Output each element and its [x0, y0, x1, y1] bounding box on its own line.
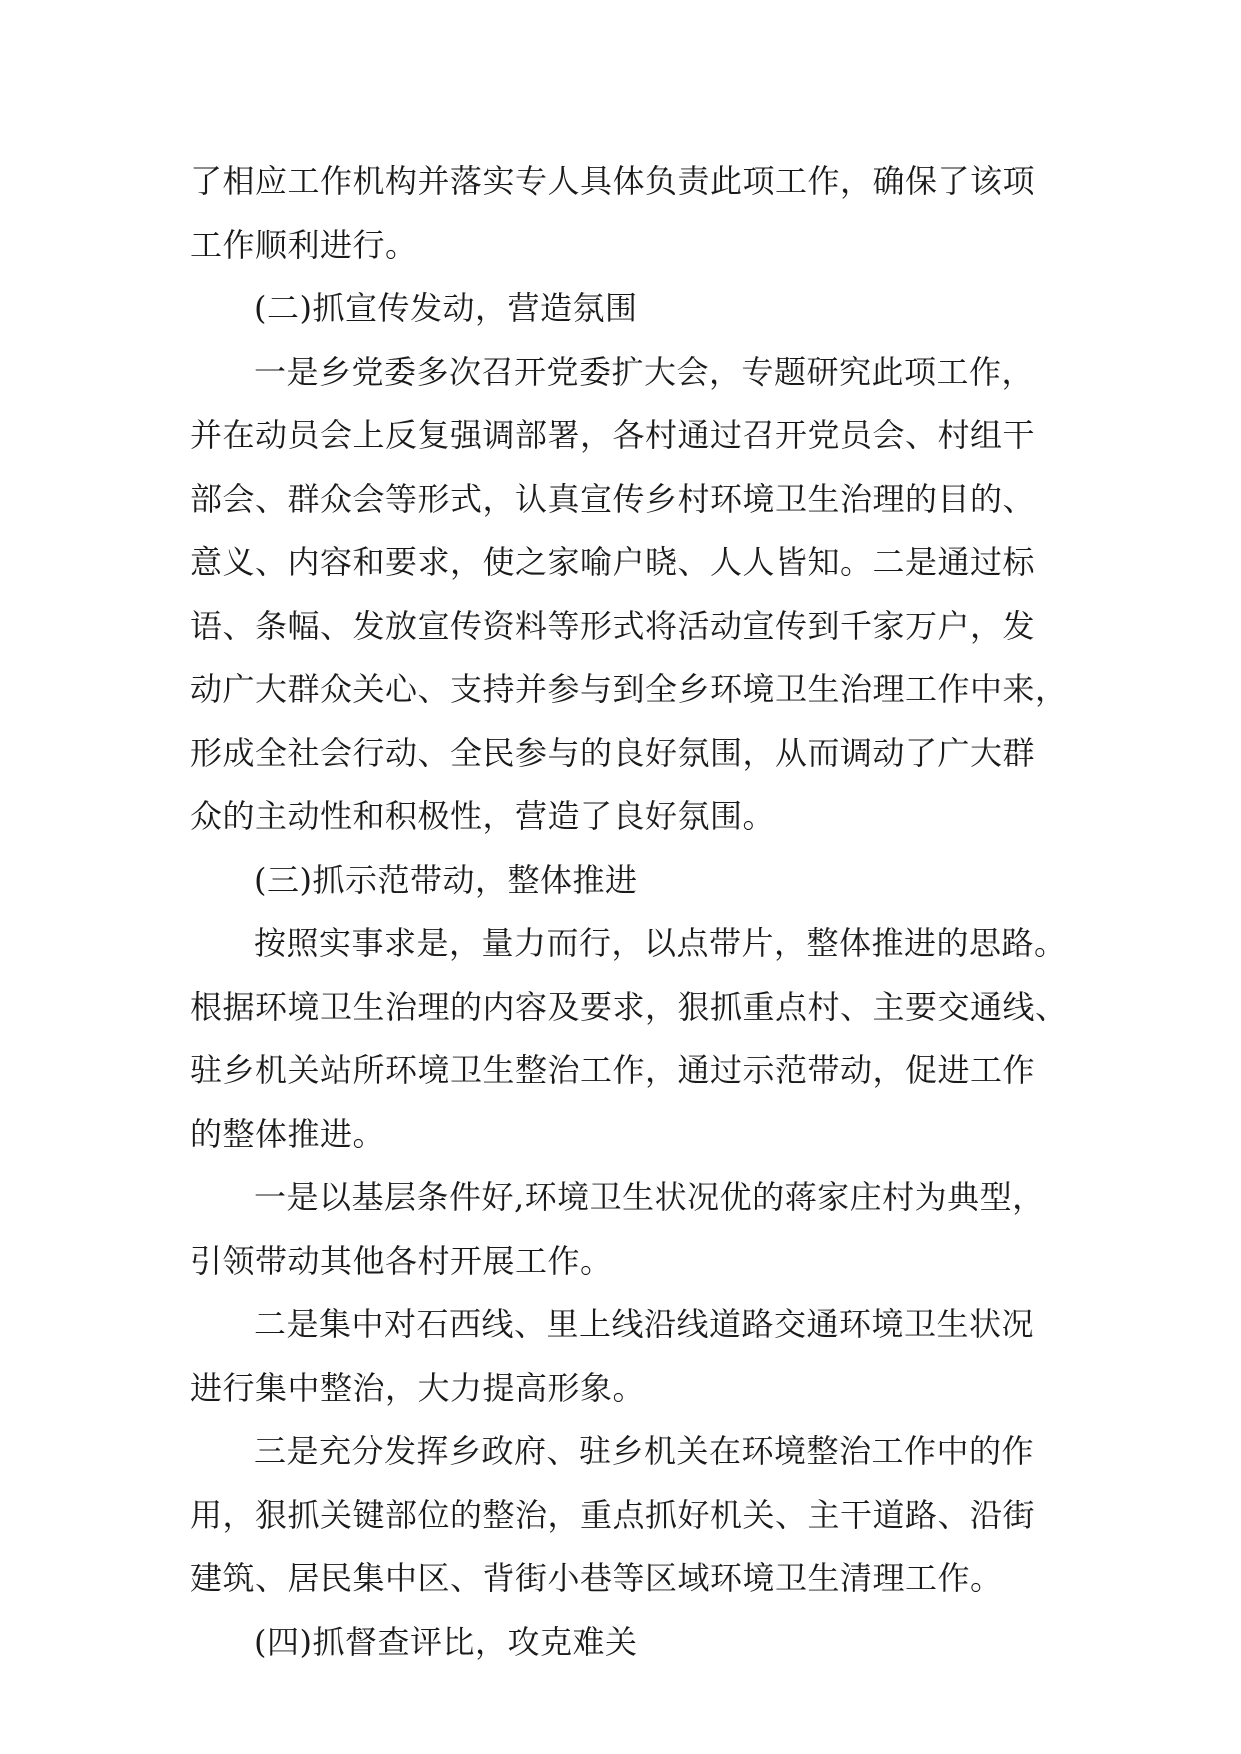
text-line: 部会、群众会等形式，认真宣传乡村环境卫生治理的目的、 — [190, 479, 1036, 518]
text-line: 形成全社会行动、全民参与的良好氛围，从而调动了广大群 — [190, 733, 1036, 772]
text-line: 的整体推进。 — [190, 1114, 386, 1153]
section-heading: (二)抓宣传发动，营造氛围 — [254, 289, 638, 327]
text-line: 并在动员会上反复强调部署，各村通过召开党员会、村组干 — [190, 416, 1036, 454]
text-line: 驻乡机关站所环境卫生整治工作，通过示范带动，促进工作 — [190, 1051, 1036, 1089]
paragraph-start: 三是充分发挥乡政府、驻乡机关在环境整治工作中的作 — [254, 1432, 1035, 1470]
text-line: 根据环境卫生治理的内容及要求，狠抓重点村、主要交通线、 — [190, 987, 1068, 1026]
text-line: 了相应工作机构并落实专人具体负责此项工作，确保了该项 — [190, 162, 1036, 200]
text-line: 进行集中整治，大力提高形象。 — [190, 1368, 646, 1407]
text-line: 建筑、居民集中区、背街小巷等区域环境卫生清理工作。 — [190, 1559, 1003, 1597]
text-line: 工作顺利进行。 — [190, 225, 418, 264]
paragraph-start: 一是乡党委多次召开党委扩大会，专题研究此项工作， — [254, 352, 1035, 391]
paragraph-start: 按照实事求是，量力而行，以点带片，整体推进的思路。 — [254, 924, 1067, 962]
section-heading: (三)抓示范带动，整体推进 — [254, 860, 638, 899]
paragraph-start: 一是以基层条件好,环境卫生状况优的蒋家庄村为典型， — [254, 1178, 1045, 1216]
text-line: 动广大群众关心、支持并参与到全乡环境卫生治理工作中来， — [190, 670, 1068, 708]
text-line: 用，狠抓关键部位的整治，重点抓好机关、主干道路、沿街 — [190, 1495, 1036, 1534]
paragraph-start: 二是集中对石西线、里上线沿线道路交通环境卫生状况 — [254, 1305, 1035, 1343]
text-line: 语、条幅、发放宣传资料等形式将活动宣传到千家万户，发 — [190, 606, 1036, 645]
document-body — [190, 150, 1070, 1674]
text-line: 众的主动性和积极性，营造了良好氛围。 — [190, 797, 776, 835]
section-heading: (四)抓督查评比，攻克难关 — [254, 1622, 638, 1661]
text-line: 意义、内容和要求，使之家喻户晓、人人皆知。二是通过标 — [190, 543, 1036, 581]
text-line: 引领带动其他各村开展工作。 — [190, 1241, 613, 1280]
